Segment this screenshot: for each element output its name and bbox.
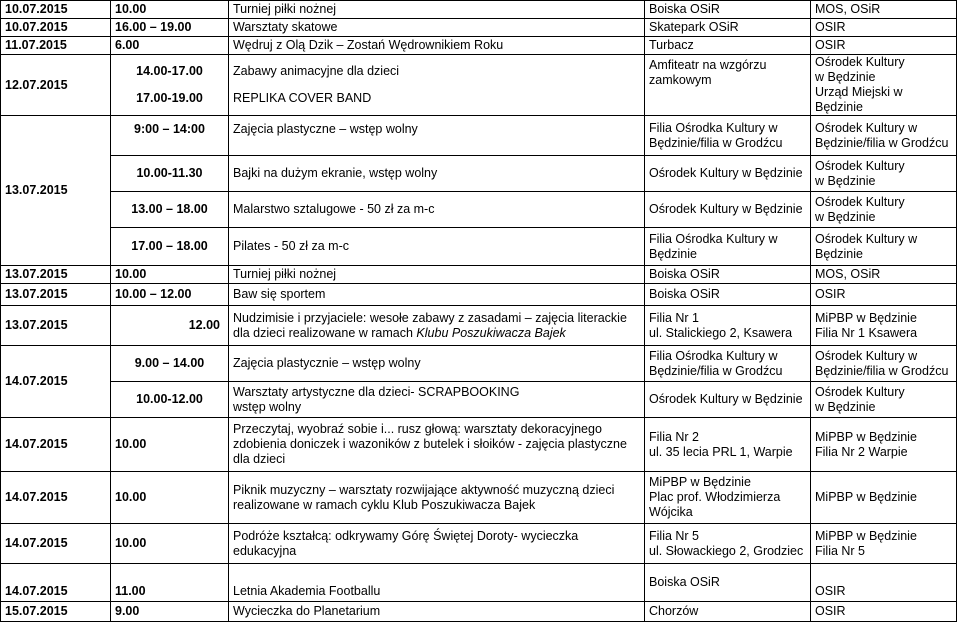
organizer-line: Będzinie/filia w Grodźcu bbox=[815, 363, 949, 378]
place-line: ul. Stalickiego 2, Ksawera bbox=[649, 325, 793, 340]
organizer-line: w Będzinie bbox=[815, 70, 876, 84]
organizer-line: Ośrodek Kultury bbox=[815, 55, 905, 69]
event-cell: Wycieczka do Planetarium bbox=[229, 602, 645, 622]
place-line: Plac prof. Włodzimierza bbox=[649, 490, 781, 504]
place-line: ul. Słowackiego 2, Grodziec bbox=[649, 543, 804, 558]
time-cell: 10.00 bbox=[111, 524, 229, 564]
event-line: Przeczytaj, wyobraź sobie i... rusz głową: warsztaty dekoracyjnego bbox=[233, 422, 602, 436]
organizer-line: Urząd Miejski w Będzinie bbox=[815, 85, 903, 114]
place-line: Filia Ośrodka Kultury w bbox=[649, 120, 778, 135]
place-cell bbox=[645, 116, 811, 156]
table-row bbox=[1, 228, 957, 266]
table-row bbox=[1, 116, 957, 156]
event-text: dla dzieci realizowane w ramach bbox=[233, 325, 417, 340]
table-row bbox=[1, 564, 957, 602]
place-cell: Boiska OSiR bbox=[645, 284, 811, 306]
organizer-line: Filia Nr 1 Ksawera bbox=[815, 325, 918, 340]
organizer-line: MiPBP w Będzinie bbox=[815, 429, 917, 444]
date-cell: 13.07.2015 bbox=[1, 306, 111, 346]
place-line: Filia Ośrodka Kultury w bbox=[649, 348, 778, 363]
organizer-cell: OSIR bbox=[811, 19, 957, 37]
date-cell: 14.07.2015 bbox=[1, 472, 111, 524]
event-cell: Zajęcia plastycznie – wstęp wolny bbox=[229, 346, 645, 382]
place-cell: Boiska OSiR bbox=[645, 1, 811, 19]
event-cell: Turniej piłki nożnej bbox=[229, 266, 645, 284]
event-line: Warsztaty artystyczne dla dzieci- SCRAPBOOKING bbox=[233, 384, 520, 399]
organizer-line: Filia Nr 2 Warpie bbox=[815, 444, 908, 459]
place-line: Filia Nr 5 bbox=[649, 528, 700, 543]
time-cell: 17.00 – 18.00 bbox=[111, 228, 229, 266]
place-cell: Ośrodek Kultury w Będzinie bbox=[645, 382, 811, 418]
time-cell: 10.00 bbox=[111, 1, 229, 19]
table-row bbox=[1, 192, 957, 228]
place-cell bbox=[645, 418, 811, 472]
place-line: Filia Ośrodka Kultury w bbox=[649, 231, 778, 246]
time-cell: 12.00 bbox=[111, 306, 229, 346]
time-cell: 10.00 – 12.00 bbox=[111, 284, 229, 306]
event-line: realizowane w ramach cyklu Klub Poszukiwacza Bajek bbox=[233, 497, 536, 512]
table-row bbox=[1, 19, 957, 37]
place-cell: Ośrodek Kultury w Będzinie bbox=[645, 156, 811, 192]
event-line: Nudzimisie i przyjaciele: wesołe zabawy z zasadami – zajęcia literackie bbox=[233, 310, 627, 325]
place-cell bbox=[645, 346, 811, 382]
date-cell: 14.07.2015 bbox=[1, 418, 111, 472]
event-cell: Turniej piłki nożnej bbox=[229, 1, 645, 19]
organizer-cell: MOS, OSiR bbox=[811, 1, 957, 19]
event-line: Podróże kształcą: odkrywamy Górę Świętej Doroty- wycieczka bbox=[233, 528, 579, 543]
time-cell: 10.00-11.30 bbox=[111, 156, 229, 192]
organizer-cell bbox=[811, 382, 957, 418]
organizer-line: MiPBP w Będzinie bbox=[815, 310, 917, 325]
organizer-line: Ośrodek Kultury bbox=[815, 384, 905, 399]
place-cell bbox=[645, 306, 811, 346]
organizer-cell bbox=[811, 55, 957, 116]
time-line: 14.00-17.00 bbox=[136, 64, 203, 78]
time-cell: 10.00 bbox=[111, 266, 229, 284]
organizer-cell bbox=[811, 346, 957, 382]
place-cell: Ośrodek Kultury w Będzinie bbox=[645, 192, 811, 228]
organizer-line: Ośrodek Kultury w bbox=[815, 231, 918, 246]
organizer-cell bbox=[811, 156, 957, 192]
time-cell: 16.00 – 19.00 bbox=[111, 19, 229, 37]
place-line: Będzinie/filia w Grodźcu bbox=[649, 135, 783, 150]
organizer-cell: OSIR bbox=[811, 602, 957, 622]
organizer-line: w Będzinie bbox=[815, 173, 876, 188]
event-line: REPLIKA COVER BAND bbox=[233, 91, 372, 105]
event-cell: Warsztaty skatowe bbox=[229, 19, 645, 37]
table-row bbox=[1, 524, 957, 564]
event-line: zdobienia doniczek i wazoników z butelek i słoików - zajęcia plastyczne bbox=[233, 437, 627, 451]
organizer-line: Będzinie bbox=[815, 246, 863, 261]
table-row bbox=[1, 284, 957, 306]
organizer-cell bbox=[811, 228, 957, 266]
time-cell: 13.00 – 18.00 bbox=[111, 192, 229, 228]
place-cell bbox=[645, 55, 811, 116]
date-cell: 13.07.2015 bbox=[1, 284, 111, 306]
date-cell: 15.07.2015 bbox=[1, 602, 111, 622]
place-cell bbox=[645, 524, 811, 564]
event-cell bbox=[229, 418, 645, 472]
event-cell: Zajęcia plastyczne – wstęp wolny bbox=[229, 116, 645, 156]
place-cell bbox=[645, 228, 811, 266]
organizer-cell: MOS, OSiR bbox=[811, 266, 957, 284]
event-cell: Bajki na dużym ekranie, wstęp wolny bbox=[229, 156, 645, 192]
event-cell: Letnia Akademia Footballu bbox=[229, 564, 645, 602]
place-line: MiPBP w Będzinie bbox=[649, 475, 751, 489]
date-cell: 10.07.2015 bbox=[1, 19, 111, 37]
place-cell: Turbacz bbox=[645, 37, 811, 55]
table-row bbox=[1, 472, 957, 524]
event-italic-text: Klubu Poszukiwacza Bajek bbox=[416, 325, 566, 340]
place-line: Filia Nr 1 bbox=[649, 310, 700, 325]
organizer-line: Będzinie/filia w Grodźcu bbox=[815, 135, 949, 150]
time-cell: 9:00 – 14:00 bbox=[111, 116, 229, 156]
date-cell: 10.07.2015 bbox=[1, 1, 111, 19]
date-cell: 14.07.2015 bbox=[1, 346, 111, 418]
organizer-line: Filia Nr 5 bbox=[815, 543, 866, 558]
table-row bbox=[1, 346, 957, 382]
organizer-cell bbox=[811, 192, 957, 228]
place-cell: Skatepark OSiR bbox=[645, 19, 811, 37]
time-cell: 9.00 bbox=[111, 602, 229, 622]
place-line: zamkowym bbox=[649, 73, 712, 87]
organizer-line: Ośrodek Kultury w bbox=[815, 348, 918, 363]
table-row bbox=[1, 418, 957, 472]
organizer-cell bbox=[811, 306, 957, 346]
time-cell: 11.00 bbox=[111, 564, 229, 602]
event-cell bbox=[229, 382, 645, 418]
organizer-line: MiPBP w Będzinie bbox=[815, 528, 917, 543]
organizer-cell bbox=[811, 524, 957, 564]
event-cell: Wędruj z Olą Dzik – Zostań Wędrownikiem Roku bbox=[229, 37, 645, 55]
time-cell: 9.00 – 14.00 bbox=[111, 346, 229, 382]
place-cell: Chorzów bbox=[645, 602, 811, 622]
place-line: Wójcika bbox=[649, 505, 693, 519]
organizer-cell: OSIR bbox=[811, 37, 957, 55]
event-line: Zabawy animacyjne dla dzieci bbox=[233, 64, 400, 78]
event-cell bbox=[229, 524, 645, 564]
event-cell: Malarstwo sztalugowe - 50 zł za m-c bbox=[229, 192, 645, 228]
event-line bbox=[233, 326, 640, 341]
organizer-line: Ośrodek Kultury w bbox=[815, 120, 918, 135]
event-line: dla dzieci bbox=[233, 452, 286, 466]
table-row bbox=[1, 306, 957, 346]
place-line: Będzinie bbox=[649, 246, 697, 261]
table-row bbox=[1, 37, 957, 55]
organizer-line: Ośrodek Kultury bbox=[815, 158, 905, 173]
organizer-cell: OSIR bbox=[811, 564, 957, 602]
place-cell: Boiska OSiR bbox=[645, 564, 811, 602]
table-row bbox=[1, 1, 957, 19]
organizer-line: w Będzinie bbox=[815, 209, 876, 224]
place-line: Będzinie/filia w Grodźcu bbox=[649, 363, 783, 378]
event-cell: Baw się sportem bbox=[229, 284, 645, 306]
event-line: edukacyjna bbox=[233, 543, 297, 558]
time-cell bbox=[111, 55, 229, 116]
event-cell bbox=[229, 306, 645, 346]
date-cell: 13.07.2015 bbox=[1, 116, 111, 266]
organizer-cell bbox=[811, 116, 957, 156]
date-cell: 13.07.2015 bbox=[1, 266, 111, 284]
table-row bbox=[1, 382, 957, 418]
event-line: Piknik muzyczny – warsztaty rozwijające aktywność muzyczną dzieci bbox=[233, 482, 615, 497]
event-cell: Pilates - 50 zł za m-c bbox=[229, 228, 645, 266]
table-row bbox=[1, 55, 957, 116]
date-cell: 14.07.2015 bbox=[1, 564, 111, 602]
organizer-cell bbox=[811, 418, 957, 472]
place-line: Filia Nr 2 bbox=[649, 429, 700, 444]
date-cell: 11.07.2015 bbox=[1, 37, 111, 55]
organizer-cell: MiPBP w Będzinie bbox=[811, 472, 957, 524]
organizer-line: Ośrodek Kultury bbox=[815, 194, 905, 209]
place-cell bbox=[645, 472, 811, 524]
table-row bbox=[1, 156, 957, 192]
time-line: 17.00-19.00 bbox=[136, 91, 203, 105]
event-line: wstęp wolny bbox=[233, 399, 302, 414]
place-line: ul. 35 lecia PRL 1, Warpie bbox=[649, 444, 793, 459]
time-cell: 10.00 bbox=[111, 472, 229, 524]
event-cell bbox=[229, 55, 645, 116]
place-line: Amfiteatr na wzgórzu bbox=[649, 58, 767, 72]
place-cell: Boiska OSiR bbox=[645, 266, 811, 284]
time-cell: 6.00 bbox=[111, 37, 229, 55]
event-cell bbox=[229, 472, 645, 524]
table-row bbox=[1, 266, 957, 284]
date-cell: 12.07.2015 bbox=[1, 55, 111, 116]
time-cell: 10.00 bbox=[111, 418, 229, 472]
date-cell: 14.07.2015 bbox=[1, 524, 111, 564]
organizer-line: w Będzinie bbox=[815, 399, 876, 414]
organizer-cell: OSIR bbox=[811, 284, 957, 306]
time-cell: 10.00-12.00 bbox=[111, 382, 229, 418]
